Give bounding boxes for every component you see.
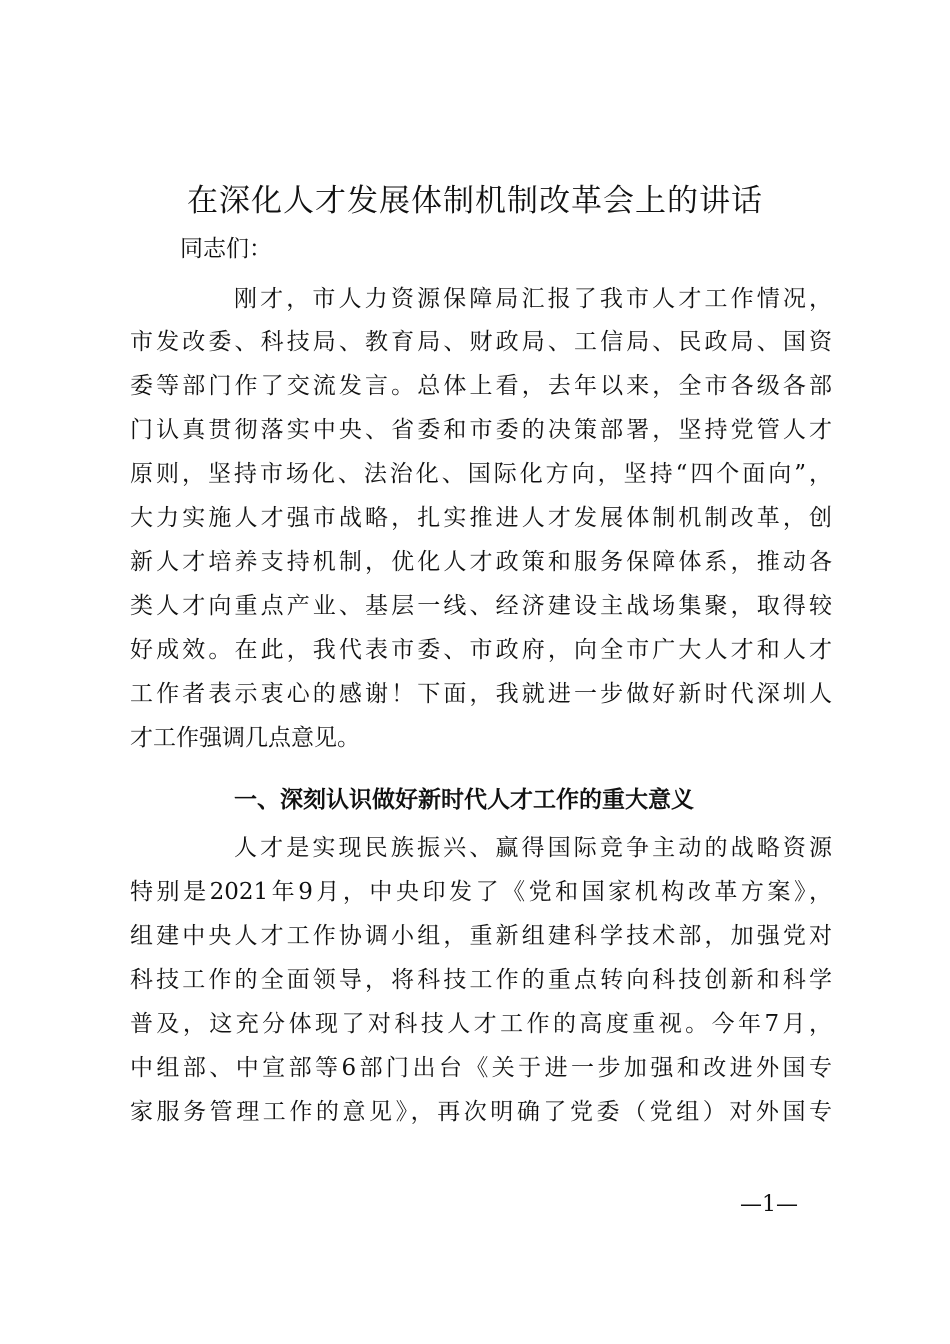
- paragraph-line: 才工作强调几点意见。: [130, 725, 360, 751]
- paragraph-line: 工作者表示衷心的感谢！下面，我就进一步做好新时代深圳人: [130, 681, 832, 707]
- paragraph-line: 组建中央人才工作协调小组，重新组建科学技术部，加强党对: [130, 923, 832, 949]
- page-number: —1—: [740, 1192, 798, 1217]
- section-heading: 一、深刻认识做好新时代人才工作的重大意义: [234, 787, 694, 813]
- document-title: 在深化人才发展体制机制改革会上的讲话: [187, 183, 763, 219]
- paragraph-line: 人才是实现民族振兴、赢得国际竞争主动的战略资源: [234, 835, 832, 861]
- paragraph-line: 科技工作的全面领导，将科技工作的重点转向科技创新和科学: [130, 967, 832, 993]
- paragraph-line: 门认真贯彻落实中央、省委和市委的决策部署，坚持党管人才: [130, 417, 832, 443]
- paragraph-line: 大力实施人才强市战略，扎实推进人才发展体制机制改革，创: [130, 505, 832, 531]
- salutation: 同志们：: [180, 236, 272, 262]
- paragraph-line: 普及，这充分体现了对科技人才工作的高度重视。今年7月，: [130, 1011, 832, 1037]
- paragraph-line: 原则，坚持市场化、法治化、国际化方向，坚持“四个面向”，: [130, 461, 832, 487]
- paragraph-line: 委等部门作了交流发言。总体上看，去年以来，全市各级各部: [130, 373, 832, 399]
- paragraph-line: 好成效。在此，我代表市委、市政府，向全市广大人才和人才: [130, 637, 832, 663]
- paragraph-line: 类人才向重点产业、基层一线、经济建设主战场集聚，取得较: [130, 593, 832, 619]
- paragraph-line: 市发改委、科技局、教育局、财政局、工信局、民政局、国资: [130, 329, 832, 355]
- paragraph-line: 中组部、中宣部等6部门出台《关于进一步加强和改进外国专: [130, 1055, 832, 1081]
- paragraph-line: 新人才培养支持机制，优化人才政策和服务保障体系，推动各: [130, 549, 832, 575]
- paragraph-line: 家服务管理工作的意见》，再次明确了党委（党组）对外国专: [130, 1099, 832, 1125]
- paragraph-line: 特别是2021年9月，中央印发了《党和国家机构改革方案》，: [130, 879, 832, 905]
- paragraph-line: 刚才，市人力资源保障局汇报了我市人才工作情况，: [234, 286, 832, 312]
